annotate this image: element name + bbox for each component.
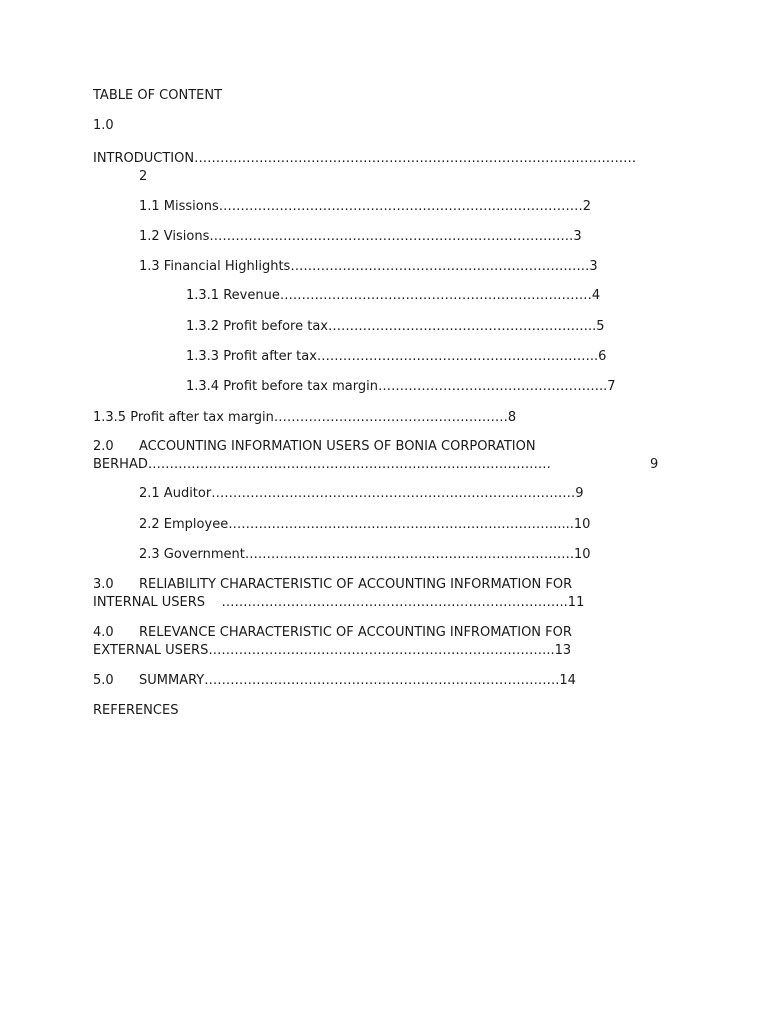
section-2-number: 2.0 xyxy=(93,439,114,454)
toc-entry-introduction: INTRODUCTION………………………………………………………………………………………… xyxy=(93,151,637,166)
toc-entry-visions: 1.2 Visions…………………………………………………………………………3 xyxy=(139,229,582,244)
toc-section-1-number: 1.0 xyxy=(93,118,114,133)
toc-entry-section-2 xyxy=(93,438,536,455)
toc-entry-revenue: 1.3.1 Revenue………………………………………………………………4 xyxy=(186,288,601,303)
toc-heading: TABLE OF CONTENT xyxy=(93,88,223,103)
toc-page-section-2: 9 xyxy=(650,457,659,472)
toc-entry-references: REFERENCES xyxy=(93,703,179,718)
toc-page-introduction: 2 xyxy=(139,169,148,184)
section-4-number: 4.0 xyxy=(93,625,114,640)
section-5-number: 5.0 xyxy=(93,673,114,688)
toc-entry-section-4 xyxy=(93,624,572,641)
section-2-title: ACCOUNTING INFORMATION USERS OF BONIA CORPORATION xyxy=(139,439,536,454)
toc-entry-profit-after-tax: 1.3.3 Profit after tax………………………………………………………..6 xyxy=(186,349,607,364)
toc-entry-profit-before-tax: 1.3.2 Profit before tax……………………………………………………..5 xyxy=(186,319,605,334)
toc-entry-section-5 xyxy=(93,672,576,689)
toc-entry-government: 2.3 Government………………………………………………………………….10 xyxy=(139,547,591,562)
toc-entry-section-3-continued: INTERNAL USERS ……………………………………………………………………..11 xyxy=(93,595,585,610)
toc-entry-missions: 1.1 Missions…………………………………………………………………………2 xyxy=(139,199,592,214)
section-5-title: SUMMARY……………………………………………………………………….14 xyxy=(139,673,576,688)
toc-entry-pat-margin: 1.3.5 Profit after tax margin………………………………………………8 xyxy=(93,410,517,425)
toc-entry-pbt-margin: 1.3.4 Profit before tax margin……………………………………………..7 xyxy=(186,379,616,394)
toc-entry-section-4-continued: EXTERNAL USERS……………………………………………………………………..13 xyxy=(93,643,572,658)
section-3-title: RELIABILITY CHARACTERISTIC OF ACCOUNTING INFORMATION FOR xyxy=(139,577,573,592)
toc-entry-employee: 2.2 Employee………………………………………………………………….....10 xyxy=(139,517,591,532)
toc-entry-section-2-continued: BERHAD………………………………………………………………………………… xyxy=(93,457,551,472)
toc-entry-section-3 xyxy=(93,576,572,593)
toc-entry-auditor: 2.1 Auditor…………………………………………………………………………9 xyxy=(139,486,584,501)
section-4-title: RELEVANCE CHARACTERISTIC OF ACCOUNTING INFROMATION FOR xyxy=(139,625,572,640)
section-3-number: 3.0 xyxy=(93,577,114,592)
toc-entry-financial-highlights: 1.3 Financial Highlights……………………………………………………………3 xyxy=(139,259,598,274)
